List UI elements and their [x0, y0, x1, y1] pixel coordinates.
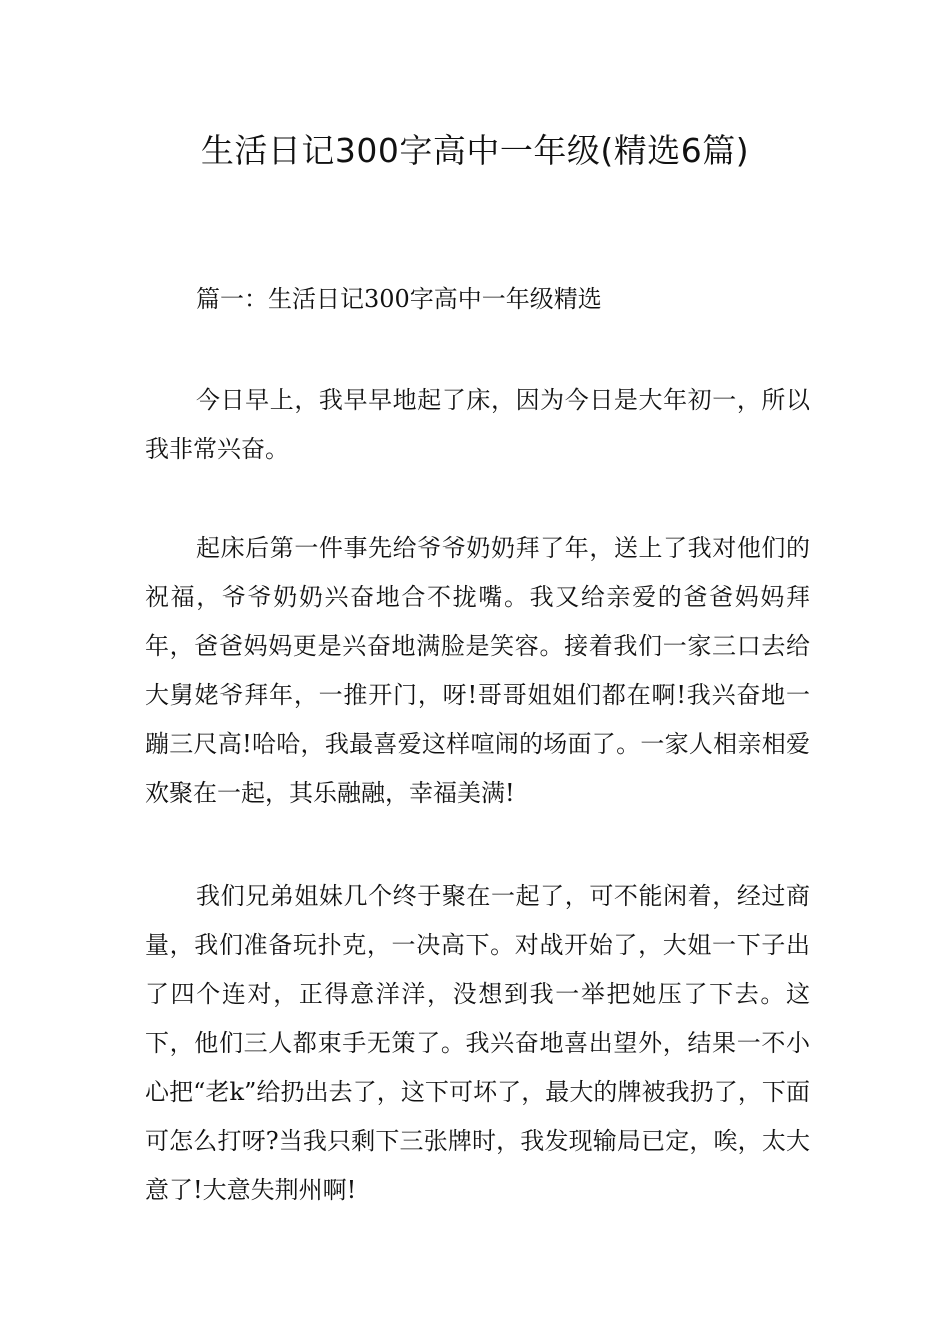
document-title: 生活日记300字高中一年级(精选6篇) — [200, 131, 750, 170]
paragraph-2: 起床后第一件事先给爷爷奶奶拜了年，送上了我对他们的祝福，爷爷奶奶兴奋地合不拢嘴。我又给亲爱的爸爸妈妈拜年，爸爸妈妈更是兴奋地满脸是笑容。接着我们一家三口去给大舅姥爷拜年，一推开门，呀!哥哥姐姐们都在啊!我兴奋地一蹦三尺高!哈哈，我最喜爱这样喧闹的场面了。一家人相亲相爱欢聚在一起，其乐融融，幸福美满! — [145, 534, 810, 807]
paragraph-1: 今日早上，我早早地起了床，因为今日是大年初一，所以我非常兴奋。 — [145, 386, 810, 463]
section-heading: 篇一：生活日记300字高中一年级精选 — [196, 285, 602, 313]
paragraph-3: 我们兄弟姐妹几个终于聚在一起了，可不能闲着，经过商量，我们准备玩扑克，一决高下。对战开始了，大姐一下子出了四个连对，正得意洋洋，没想到我一举把她压了下去。这下，他们三人都束手无策了。我兴奋地喜出望外，结果一不小心把“老k”给扔出去了，这下可坏了，最大的牌被我扔了，下面可怎么打呀?当我只剩下三张牌时，我发现输局已定，唉，太大意了!大意失荆州啊! — [145, 882, 810, 1204]
